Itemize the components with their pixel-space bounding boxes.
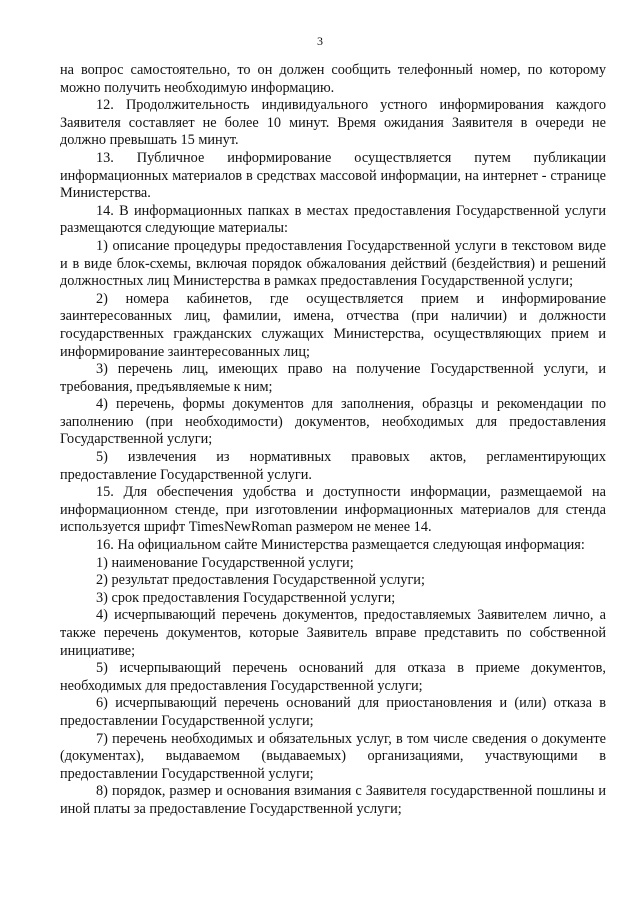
paragraph-item-14: 14. В информационных папках в местах предоставления Государственной услуги размещаются следующие материалы: bbox=[60, 202, 606, 237]
paragraph-item-16-5: 5) исчерпывающий перечень оснований для отказа в приеме документов, необходимых для предоставления Государственной услуги; bbox=[60, 660, 606, 694]
paragraph-item-14-5: 5) извлечения из нормативных правовых актов, регламентирующих предоставление Государственной услуги. bbox=[60, 449, 606, 483]
paragraph-item-16-1: 1) наименование Государственной услуги; bbox=[96, 554, 354, 571]
paragraph-item-14-1: 1) описание процедуры предоставления Государственной услуги в текстовом виде и в виде блок-схемы, включая порядок обжалования действий (бездействия) и решений должностных лиц Министерства в рамках предоставления Государственной услуги; bbox=[60, 237, 606, 290]
paragraph-item-12: 12. Продолжительность индивидуального устного информирования каждого Заявителя составляет не более 10 минут. Время ожидания Заявителя в очереди не должно превышать 15 минут. bbox=[60, 97, 606, 149]
paragraph-item-16-2: 2) результат предоставления Государственной услуги; bbox=[96, 572, 425, 589]
paragraph-item-16-3: 3) срок предоставления Государственной услуги; bbox=[96, 589, 396, 606]
paragraph-item-14-4: 4) перечень, формы документов для заполнения, образцы и рекомендации по заполнению (при необходимости) документов, необходимых для предоставления Государственной услуги; bbox=[60, 396, 606, 448]
paragraph-item-14-2: 2) номера кабинетов, где осуществляется прием и информирование заинтересованных лиц, фамилии, имена, отчества (при наличии) и должности государственных гражданских служащих Министерства, осуществляющих прием и информирование заинтересованных лиц; bbox=[60, 290, 606, 360]
document-body bbox=[60, 62, 606, 819]
paragraph-continuation: на вопрос самостоятельно, то он должен сообщить телефонный номер, по которому можно получить необходимую информацию. bbox=[60, 62, 606, 96]
paragraph-item-16-7: 7) перечень необходимых и обязательных услуг, в том числе сведения о документе (документах), выдаваемом (выдаваемых) организациями, участвующими в предоставлении Государственной услуги; bbox=[60, 730, 606, 782]
paragraph-item-13: 13. Публичное информирование осуществляется путем публикации информационных материалов в средствах массовой информации, на интернет - странице Министерства. bbox=[60, 149, 606, 202]
paragraph-item-16-4: 4) исчерпывающий перечень документов, предоставляемых Заявителем лично, а также перечень документов, которые Заявитель вправе представить по собственной инициативе; bbox=[60, 607, 606, 659]
paragraph-item-16-8: 8) порядок, размер и основания взимания с Заявителя государственной пошлины и иной платы за предоставление Государственной услуги; bbox=[60, 783, 606, 817]
paragraph-item-16: 16. На официальном сайте Министерства размещается следующая информация: bbox=[96, 537, 585, 554]
paragraph-item-14-3: 3) перечень лиц, имеющих право на получение Государственной услуги, и требования, предъявляемые к ним; bbox=[60, 361, 606, 395]
paragraph-item-16-6: 6) исчерпывающий перечень оснований для приостановления и (или) отказа в предоставлении Государственной услуги; bbox=[60, 695, 606, 729]
page-number: 3 bbox=[317, 34, 323, 48]
paragraph-item-15: 15. Для обеспечения удобства и доступности информации, размещаемой на информационном стенде, при изготовлении информационных материалов для стенда используется шрифт TimesNewRoman размером не менее 14. bbox=[60, 484, 606, 536]
